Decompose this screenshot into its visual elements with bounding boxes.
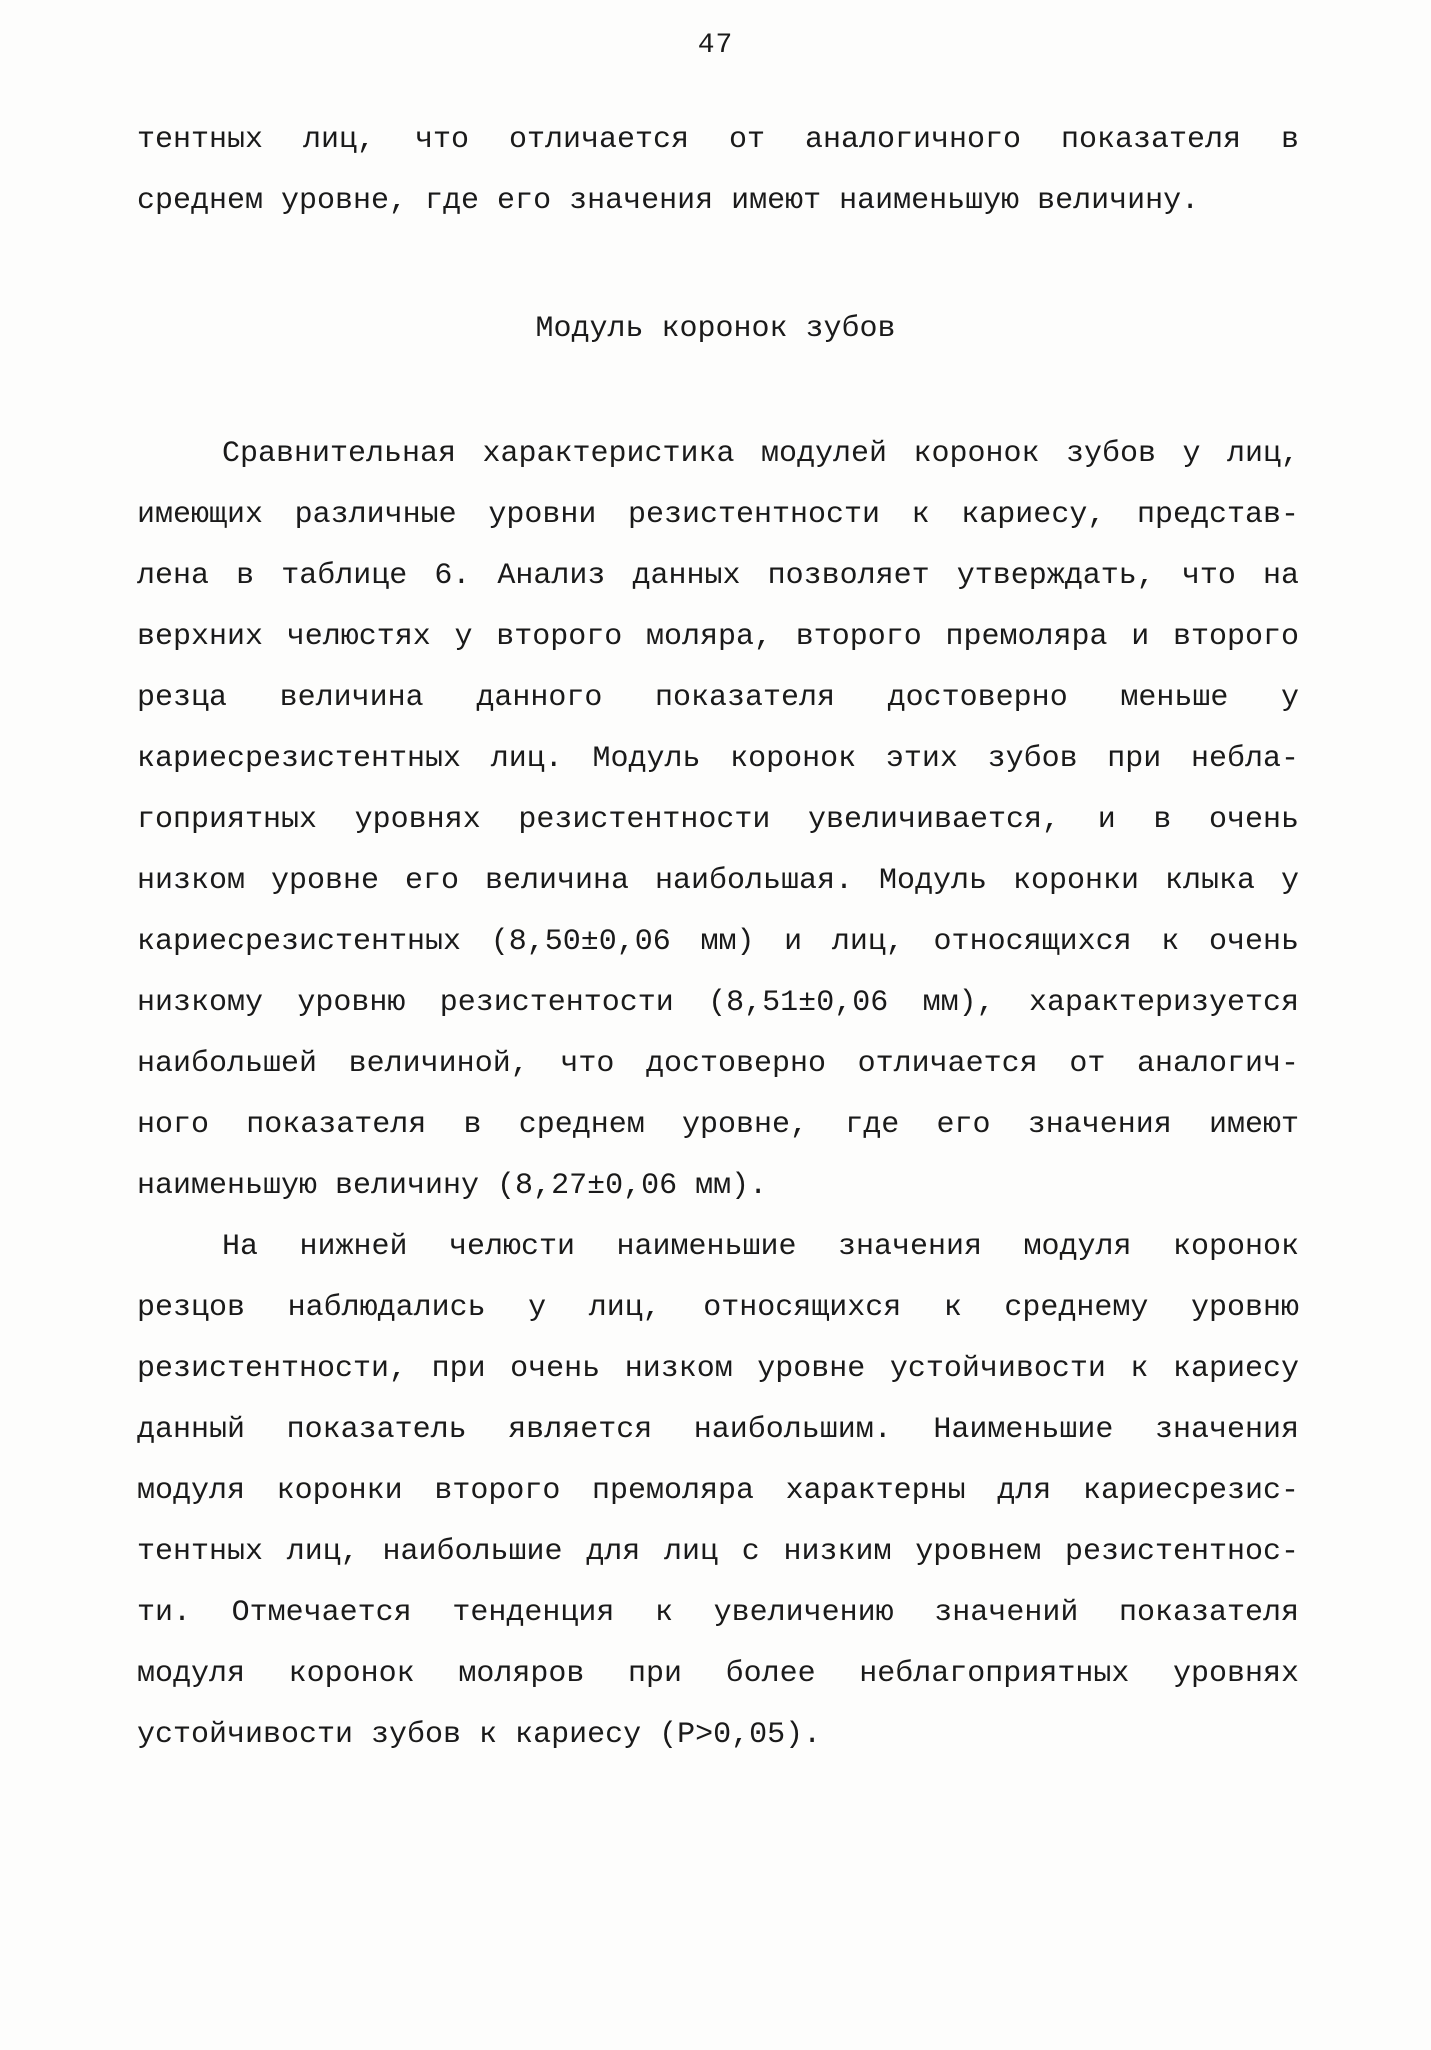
- paragraph1-line-7: гоприятных уровнях резистентности увеличивается, и в очень: [137, 803, 1299, 837]
- paragraph1-line-1: Сравнительная характеристика модулей коронок зубов у лиц,: [222, 437, 1299, 471]
- paragraph2-line-3: резистентности, при очень низком уровне устойчивости к кариесу: [137, 1352, 1299, 1386]
- paragraph2-line-6: тентных лиц, наибольшие для лиц с низким уровнем резистентнос-: [137, 1535, 1299, 1569]
- paragraph2-line-9: устойчивости зубов к кариесу (Р>0,05).: [137, 1718, 822, 1752]
- paragraph1-line-4: верхних челюстях у второго моляра, второго премоляра и второго: [137, 620, 1299, 654]
- paragraph1-line-3: лена в таблице 6. Анализ данных позволяет утверждать, что на: [137, 559, 1299, 593]
- paragraph1-line-11: наибольшей величиной, что достоверно отличается от аналогич-: [137, 1047, 1299, 1081]
- paragraph1-line-2: имеющих различные уровни резистентности к кариесу, представ-: [137, 498, 1299, 532]
- paragraph1-line-5: резца величина данного показателя достоверно меньше у: [137, 681, 1299, 715]
- paragraph2-line-2: резцов наблюдались у лиц, относящихся к среднему уровню: [137, 1291, 1299, 1325]
- paragraph1-line-13: наименьшую величину (8,27±0,06 мм).: [137, 1169, 768, 1203]
- paragraph2-line-7: ти. Отмечается тенденция к увеличению значений показателя: [137, 1596, 1299, 1630]
- section-title: Модуль коронок зубов: [535, 312, 896, 346]
- paragraph2-line-4: данный показатель является наибольшим. Наименьшие значения: [137, 1413, 1299, 1447]
- paragraph1-line-10: низкому уровню резистентости (8,51±0,06 мм), характеризуется: [137, 986, 1299, 1020]
- intro-line-2: среднем уровне, где его значения имеют наименьшую величину.: [137, 184, 1200, 218]
- paragraph2-line-1: На нижней челюсти наименьшие значения модуля коронок: [222, 1230, 1299, 1264]
- page-number: 47: [697, 30, 734, 61]
- paragraph2-line-8: модуля коронок моляров при более неблагоприятных уровнях: [137, 1657, 1299, 1691]
- paragraph1-line-12: ного показателя в среднем уровне, где его значения имеют: [137, 1108, 1299, 1142]
- paragraph1-line-9: кариесрезистентных (8,50±0,06 мм) и лиц, относящихся к очень: [137, 925, 1299, 959]
- intro-line-1: тентных лиц, что отличается от аналогичного показателя в: [137, 123, 1299, 157]
- paragraph1-line-8: низком уровне его величина наибольшая. Модуль коронки клыка у: [137, 864, 1299, 898]
- paragraph2-line-5: модуля коронки второго премоляра характерны для кариесрезис-: [137, 1474, 1299, 1508]
- paragraph1-line-6: кариесрезистентных лиц. Модуль коронок этих зубов при небла-: [137, 742, 1299, 776]
